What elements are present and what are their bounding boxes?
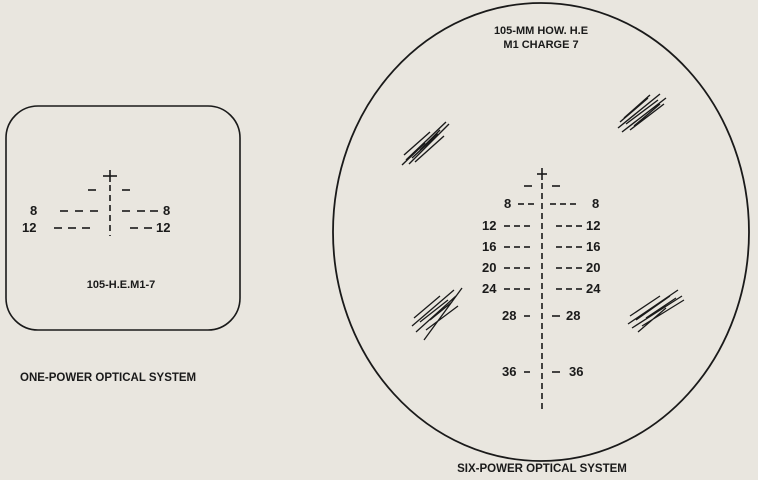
six-power-field-of-view: [333, 3, 749, 461]
one-power-mark-left: 12: [22, 220, 37, 235]
one-power-mark-right: 12: [156, 220, 171, 235]
one-power-reticle-label: 105-H.E.M1-7: [86, 279, 156, 291]
smudge-top-left: [402, 122, 449, 165]
six-power-title-line1: 105-MM HOW. H.E: [493, 25, 589, 37]
six-power-mark-left: 28: [502, 308, 517, 323]
six-power-reticle: [333, 3, 749, 461]
six-power-mark-right: 8: [592, 196, 600, 211]
six-power-caption: SIX-POWER OPTICAL SYSTEM: [457, 463, 627, 475]
six-power-title-line2: M1 CHARGE 7: [503, 39, 579, 51]
one-power-crosshair: [88, 170, 130, 236]
smudge-bottom-right: [628, 290, 684, 332]
six-power-mark-right: 24: [586, 281, 601, 296]
six-power-mark-right: 16: [586, 239, 601, 254]
one-power-row-12: [22, 220, 170, 235]
six-power-mark-right: 20: [586, 260, 601, 275]
one-power-row-8: [30, 203, 170, 218]
smudge-top-right: [618, 94, 666, 132]
six-power-mark-left: 12: [482, 218, 497, 233]
six-power-mark-right: 28: [566, 308, 581, 323]
six-power-mark-left: 8: [504, 196, 512, 211]
six-power-mark-left: 24: [482, 281, 497, 296]
six-power-mark-right: 12: [586, 218, 601, 233]
six-power-mark-left: 16: [482, 239, 497, 254]
one-power-field-of-view: [6, 106, 240, 330]
one-power-caption: ONE-POWER OPTICAL SYSTEM: [20, 372, 197, 384]
one-power-mark-right: 8: [163, 203, 171, 218]
six-power-row-8: [504, 196, 599, 211]
six-power-mark-right: 36: [569, 364, 584, 379]
smudge-bottom-left: [412, 288, 462, 340]
six-power-mark-left: 36: [502, 364, 517, 379]
six-power-mark-left: 20: [482, 260, 497, 275]
one-power-reticle: [6, 106, 240, 330]
one-power-mark-left: 8: [30, 203, 38, 218]
